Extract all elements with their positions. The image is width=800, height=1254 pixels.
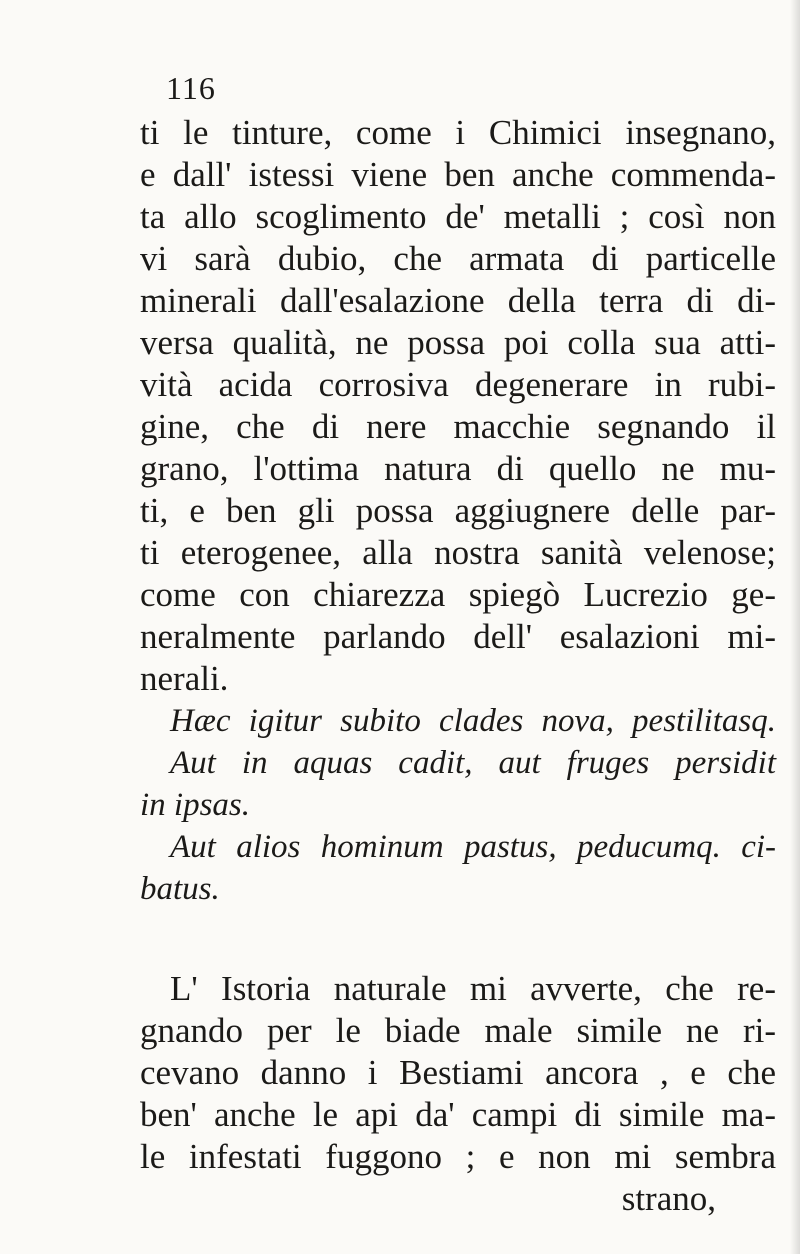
text-line: cevano danno i Bestiami ancora , e che [140,1053,776,1092]
verse-line: Hæc igitur subito clades nova, pestilitasq. [170,703,776,739]
paragraph-gap [140,910,776,968]
page-edge-shadow [790,0,800,1254]
text-line: come con chiarezza spiegò Lucrezio ge- [140,575,776,614]
verse-line: in ipsas. [140,787,251,823]
text-line: ben' anche le api da' campi di simile ma- [140,1095,776,1134]
catchword: strano, [621,1179,716,1218]
text-line: neralmente parlando dell' esalazioni mi- [140,617,776,656]
text-line: vi sarà dubio, che armata di particelle [140,239,776,278]
text-line: ti eterogenee, alla nostra sanità velenose; [140,533,776,572]
text-line: minerali dall'esalazione della terra di di- [140,281,776,320]
text-line: le infestati fuggono ; e non mi sembra [140,1137,776,1176]
verse-quotation [140,700,776,910]
text-line: ti le tinture, come i Chimici insegnano, [140,113,776,152]
verse-line: Aut alios hominum pastus, peducumq. ci- [170,829,776,865]
verse-line: batus. [140,871,220,907]
text-line: ta allo scoglimento de' metalli ; così non [140,197,776,236]
text-line: ti, e ben gli possa aggiugnere delle par- [140,491,776,530]
paragraph-2 [140,968,776,1178]
text-line: nerali. [140,659,229,698]
text-line: vità acida corrosiva degenerare in rubi- [140,365,776,404]
text-line: versa qualità, ne possa poi colla sua atti- [140,323,776,362]
text-line: gine, che di nere macchie segnando il [140,407,776,446]
verse-line: Aut in aquas cadit, aut fruges persidit [170,745,776,781]
text-line: e dall' istessi viene ben anche commenda- [140,155,776,194]
text-block [140,112,776,1220]
text-line: gnando per le biade male simile ne ri- [140,1011,776,1050]
page-number: 116 [166,70,216,106]
text-line: grano, l'ottima natura di quello ne mu- [140,449,776,488]
paragraph-1 [140,112,776,700]
text-line: L' Istoria naturale mi avverte, che re- [170,969,776,1008]
